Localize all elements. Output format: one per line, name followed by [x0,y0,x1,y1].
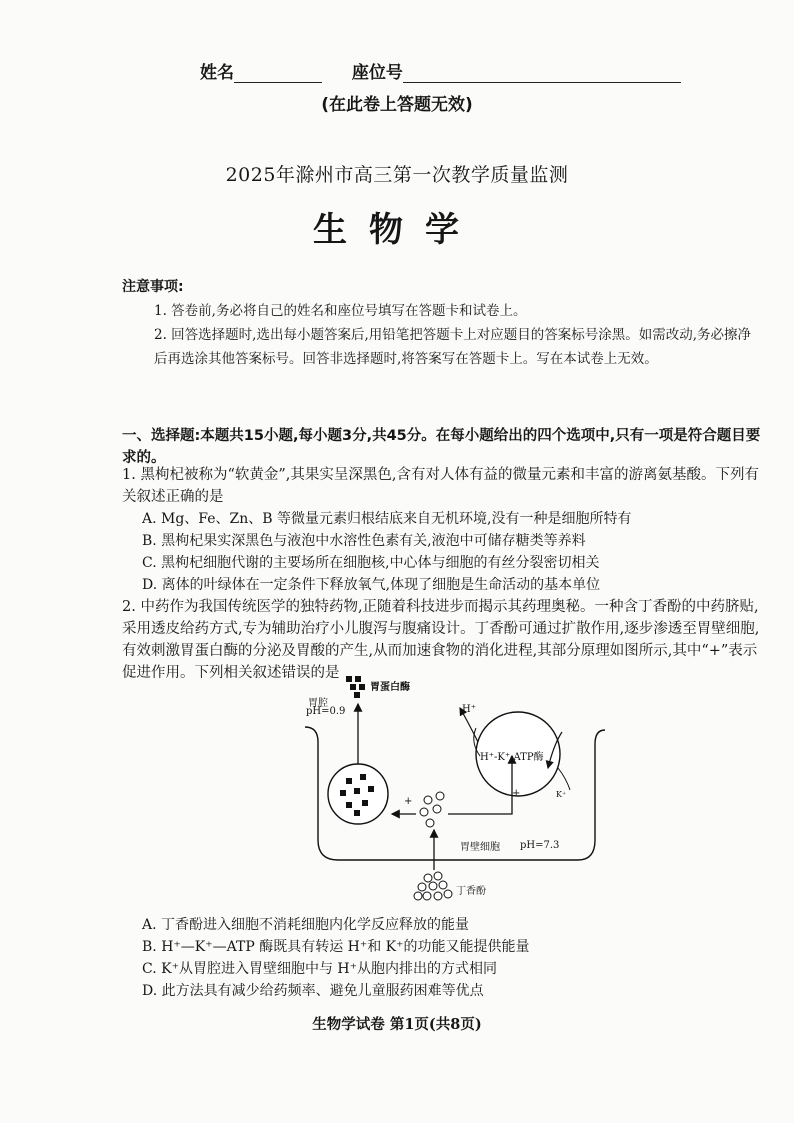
k-ion-label: K⁺ [556,790,567,799]
pump-label: H⁺-K⁺-ATP酶 [480,752,544,763]
cell-diagram [300,672,610,904]
lumen-label: 胃腔 [308,698,328,709]
cell-diagram-svg [300,672,610,904]
section-title: 一、选择题:本题共15小题,每小题3分,共45分。在每小题给出的四个选项中,只有一项是符合题目要求的。 [122,428,761,466]
name-field[interactable] [234,64,322,83]
question-2-option-a: A. 丁香酚进入细胞不消耗细胞内化学反应释放的能量 [142,917,470,933]
question-1-option-a: A. Mg、Fe、Zn、B 等微量元素归根结底来自无机环境,没有一种是细胞所特有 [142,511,632,527]
plus-vesicle: + [404,796,413,807]
question-2-option-b: B. H⁺—K⁺—ATP 酶既具有转运 H⁺和 K⁺的功能又能提供能量 [142,939,530,955]
seat-label: 座位号 [351,63,403,83]
subject-title: 生物学 [313,210,481,250]
eugenol-label: 丁香酚 [456,886,486,897]
seat-field[interactable] [403,64,681,83]
question-1-option-b: B. 黑枸杞果实深黑色与液泡中水溶性色素有关,液泡中可储存糖类等养料 [142,533,586,549]
question-2-option-d: D. 此方法具有减少给药频率、避免儿童服药困难等优点 [142,983,484,999]
invalid-notice: (在此卷上答题无效) [321,95,473,115]
pepsin-label: 胃蛋白酶 [370,682,410,693]
note-item: 2. 回答选择题时,选出每小题答案后,用铅笔把答题卡上对应题目的答案标号涂黑。如需改动,务必擦净后再选涂其他答案标号。回答非选择题时,将答案写在答题卡上。写在本试卷上无效。 [154,327,752,367]
question-1-stem: 1. 黑枸杞被称为“软黄金”,其果实呈深黑色,含有对人体有益的微量元素和丰富的游离氨基酸。下列有关叙述正确的是 [122,467,759,505]
note-item: 1. 答卷前,务必将自己的姓名和座位号填写在答题卡和试卷上。 [154,303,527,319]
question-2-stem: 2. 中药作为我国传统医学的独特药物,正随着科技进步而揭示其药理奥秘。一种含丁香酚的中药脐贴,采用透皮给药方式,专为辅助治疗小儿腹泻与腹痛设计。丁香酚可通过扩散作用,逐步渗透至胃壁细胞,有效刺激胃蛋白酶的分泌及胃酸的产生,从而加速食物的消化进程,其部分原理如图所示,其中“+”表示促进作用。下列相关叙述错误的是 [122,599,760,681]
h-ion-label: H⁺ [462,704,476,715]
exam-title: 2025年滁州市高三第一次教学质量监测 [225,164,569,186]
cell-label: 胃壁细胞 [460,842,500,853]
question-2-option-c: C. K⁺从胃腔进入胃壁细胞中与 H⁺从胞内排出的方式相同 [142,961,498,977]
notes-title: 注意事项: [122,279,184,295]
name-seat-line [200,58,681,83]
question-1-option-c: C. 黑枸杞细胞代谢的主要场所在细胞核,中心体与细胞的有丝分裂密切相关 [142,555,600,571]
cell-ph-label: pH=7.3 [520,840,560,851]
plus-pump: + [512,788,521,799]
question-1-option-d: D. 离体的叶绿体在一定条件下释放氧气,体现了细胞是生命活动的基本单位 [142,577,601,593]
name-label: 姓名 [200,63,234,83]
page-footer: 生物学试卷 第1页(共8页) [312,1016,482,1033]
lumen-ph-label: pH=0.9 [306,706,346,717]
